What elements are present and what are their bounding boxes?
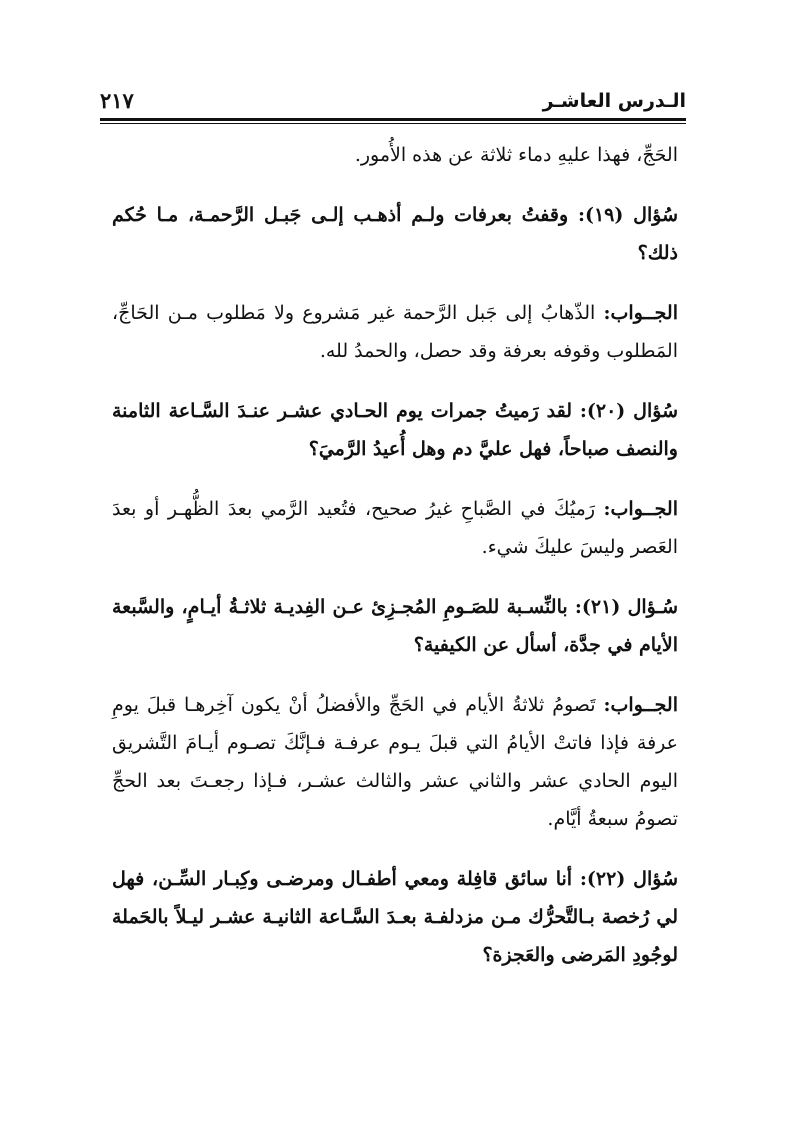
page-number: ٢١٧ [100,88,134,113]
answer-label: الجــواب: [603,302,678,324]
answer-label: الجــواب: [603,694,678,716]
answer-19 [112,294,678,370]
answer-text: رَميُكَ في الصَّباحِ غيرُ صحيح، فتُعيد الرَّمي بعدَ الظُّهـر أو بعدَ العَصر وليسَ عليكَ شيء. [112,498,678,558]
question-text: سُؤال (٢٢): أنا سائق قافِلة ومعي أطفـال ومرضـى وكِبـار السِّـن، فهل لي رُخصة بـالتَّحرُّك مـن مزدلفـة بعـدَ السَّـاعة الثانيـة عشـر ليـلاً بالحَملة لوجُودِ المَرضى والعَجزة؟ [112,868,678,966]
question-text: سُـؤال (٢١): بالنِّسـبة للصَـومِ المُجـزِئ عـن الفِديـة ثلاثـةُ أيـامٍ، والسَّبعة الأيام في جدَّة، أسأل عن الكيفية؟ [112,596,678,656]
answer-text: الذّهابُ إلى جَبل الرَّحمة غير مَشروع ولا مَطلوب مـن الحَاجِّ، المَطلوب وقوفه بعرفة وقد حصل، والحمدُ لله. [112,302,678,362]
answer-label: الجــواب: [603,498,678,520]
question-20 [112,392,678,468]
running-header [100,86,686,116]
answer-21 [112,686,678,838]
question-text: سُؤال (٢٠): لقد رَميتُ جمرات يوم الحـادي عشـر عنـدَ السَّـاعة الثامنة والنصف صباحاً، فهل عليَّ دم وهل أُعيدُ الرَّميَ؟ [112,400,678,460]
body-text [112,136,678,996]
continued-paragraph: الحَجِّ، فهذا عليهِ دماء ثلاثة عن هذه الأُمور. [354,144,678,166]
header-rule-thick [100,118,686,121]
question-21 [112,588,678,664]
chapter-title: الـدرس العاشـر [542,90,686,112]
question-22 [112,860,678,974]
question-text: سُؤال (١٩): وقفتُ بعرفات ولـم أذهـب إلـى جَبـل الرَّحمـة، مـا حُكم ذلك؟ [112,204,678,264]
answer-text: تَصومُ ثلاثةُ الأيام في الحَجِّ والأفضلُ أنْ يكون آخِرهـا قبلَ يومِ عرفة فإذا فاتتْ الأيامُ التي قبلَ يـوم عرفـة فـإنَّكَ تصـوم أيـامَ التَّشريق اليوم الحادي عشر والثاني عشر والثالث عشـر، فـإذا رجعـتَ بعد الحجِّ تصومُ سبعةُ أيَّام. [112,694,678,830]
answer-20 [112,490,678,566]
question-19 [112,196,678,272]
header-rule-thin [100,123,686,124]
